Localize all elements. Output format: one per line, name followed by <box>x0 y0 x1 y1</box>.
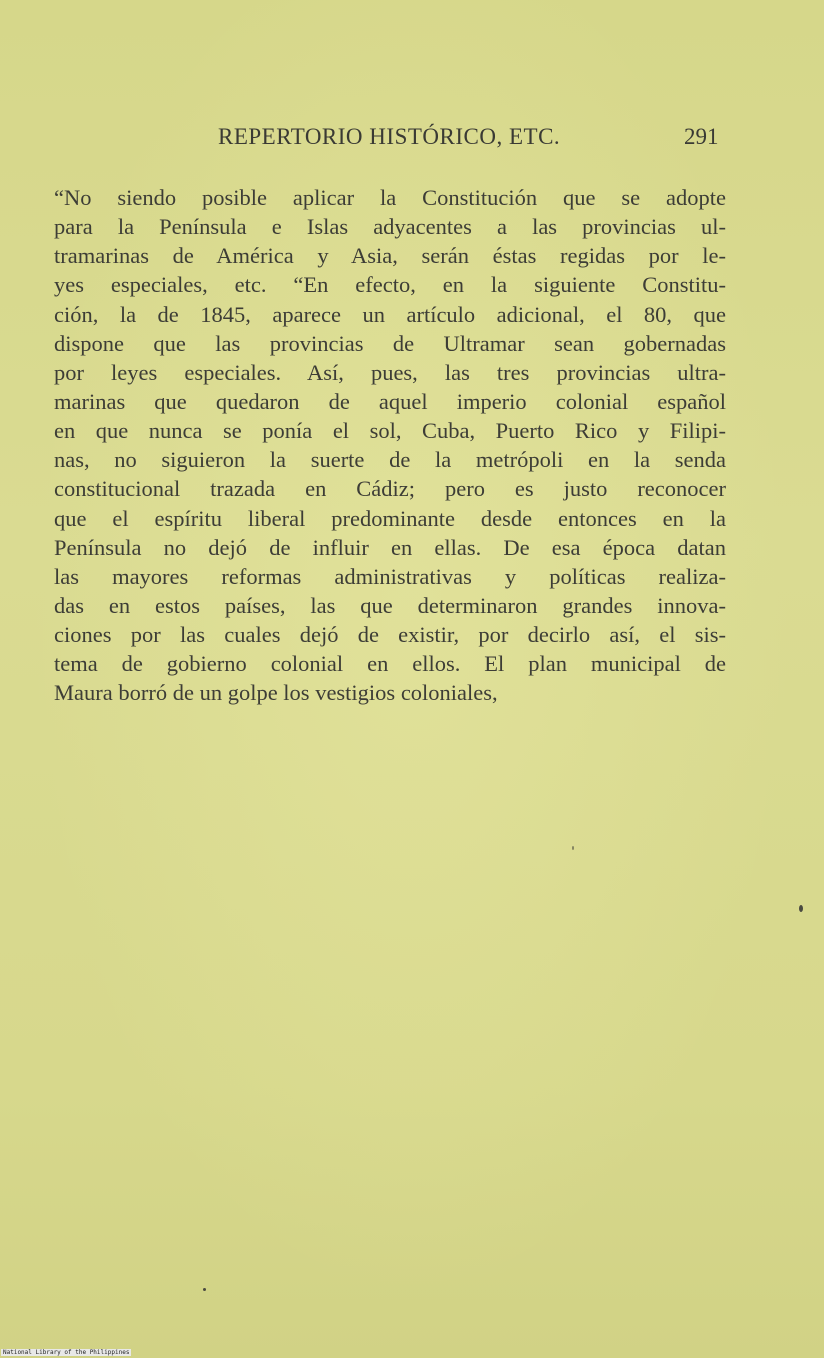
text-line: Maura borró de un golpe los vestigios coloniales, <box>54 680 498 706</box>
text-line: que el espíritu liberal predominante desde entonces en la <box>54 505 726 531</box>
library-credit: National Library of the Philippines <box>3 1349 130 1356</box>
text-line: yes especiales, etc. “En efecto, en la siguiente Constitu- <box>54 272 726 298</box>
page-header <box>0 124 824 160</box>
text-line: das en estos países, las que determinaron grandes innova- <box>54 592 726 618</box>
text-line: las mayores reformas administrativas y políticas realiza- <box>54 563 726 589</box>
text-line: tema de gobierno colonial en ellos. El plan municipal de <box>54 651 726 677</box>
text-line: para la Península e Islas adyacentes a las provincias ul- <box>54 214 726 240</box>
page-number: 291 <box>684 124 719 149</box>
text-line: dispone que las provincias de Ultramar sean gobernadas <box>54 330 726 356</box>
paper-speck <box>572 846 574 850</box>
text-line: nas, no siguieron la suerte de la metrópoli en la senda <box>54 447 726 473</box>
text-line: constitucional trazada en Cádiz; pero es justo reconocer <box>54 476 726 502</box>
body-text <box>54 183 726 708</box>
text-line: Península no dejó de influir en ellas. De esa época datan <box>54 534 726 560</box>
text-line: en que nunca se ponía el sol, Cuba, Puerto Rico y Filipi- <box>54 418 726 444</box>
text-line: ción, la de 1845, aparece un artículo adicional, el 80, que <box>54 301 726 327</box>
text-line: marinas que quedaron de aquel imperio colonial español <box>54 388 726 414</box>
text-line: ciones por las cuales dejó de existir, por decirlo así, el sis- <box>54 622 726 648</box>
running-title: REPERTORIO HISTÓRICO, ETC. <box>218 124 561 149</box>
text-line: tramarinas de América y Asia, serán éstas regidas por le- <box>54 243 726 269</box>
text-line: por leyes especiales. Así, pues, las tres provincias ultra- <box>54 359 726 385</box>
paper-speck <box>203 1288 206 1291</box>
paper-speck <box>799 905 803 912</box>
text-line: “No siendo posible aplicar la Constitución que se adopte <box>54 185 726 210</box>
